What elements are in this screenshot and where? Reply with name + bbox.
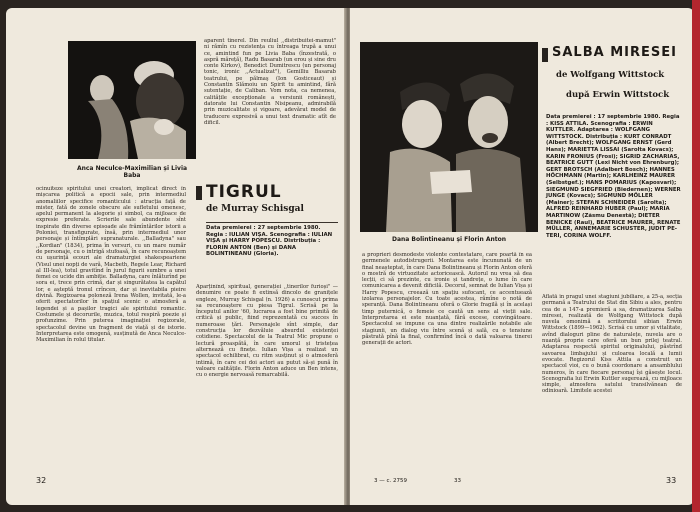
left-bottom-right-text: Aparținînd, spiritual, generației ,,tinerilor furioși" — denumire ce poate fi extinsă dincolo de granițele engleze, Murray Schisgal (n. 1926) a cunoscut prima sa recunoaștere cu piesa Tigrul. Scrisă pe la începutul anilor '60, lucrarea a fost bine primită de critică și public, fiind reprezentată cu succes în numeroase țări. Personajele sînt simple, dar construcția lor dezvăluie absurdul existenței cotidiene. Spectacolul de la Teatrul Mic propune o lectură proaspătă, în care umorul și tristețea alternează cu finețe. Iulian Vișa a realizat un spectacol echilibrat, cu ritm susținut și o atmosferă intimă, în care cei doi actori au putut să-și pună în valoare calitățile. Florin Anton aduce un Ben intens, cu o energie nervoasă remarcabilă. — [196, 284, 338, 379]
left-body-text: ocinuiteze spiritului unei creatori, implicat direct în mișcarea politică a epocii sale, prin intermediul anomaliilor specifice romanticului : atracția față de mister, fată de zonele obscure ale sufletului omenesc, apelul permanent la alegorie și simbol, ca mijloace de expresie preferate. Scrierile sale abundente sînt inspirate din diverse episoade ale frămîntărilor istorii a Poloniei, transfigurate, însă, prin intermediul unor personaje și întîmplări supranaturale. ,,Balladyna" sau ,,Kordian" (1834), prima în versuri, cu un mare număr de personaje, cu o intrigă stufoasă, în care recunoaștem cu ușurință ecouri ale dramaturgiei shakespeariene (Visul unei nopți de vară, Macbeth, Regele Lear, Richard al III-lea), totul gravitînd în jurul figurii sumbre a unei femei ce ucide din ambiție. Balladyna, care înlăturînd pe sora ei, trece prin crimă, dar și singurătatea la capătul lor, e așteptă tronul crîncen, dar și inevitabila pieire divină. Regizoarea poloneză Irena Wollen, invitată, le-a oferit spectatorilor în spațiul scenic o atmosferă a legendei și a pașilor tragici ale spiritului romantic. Costumele și decorurile, muzica, totul respiră poezie și profunzime. Prin puterea imaginației regizorale, spectacolul devine un fragment de viață și de istorie. Interpretarea este omogenă, susținută de Anca Neculce-Maximilian în rolul titular. — [36, 186, 186, 344]
salba-credits: Data premierei : 17 septembrie 1980. Regia : KISS ATTILA. Scenografia : ERWIN KUTTLER. Adaptarea : WOLFGANG WITTSTOCK. Distribuția : KURT CONRADT (Albert Brecht); WOLFGANG ERNST (Gerd Hans); MARIETTA LISSAI (Sarolta Kovacs); KARIN FRONIUS (Frosi); SIGRID ZACHARIAS, BEATRICE GUTT (Lexi Nicht von Ehrenburg); GERT BROTSCH (Adalbert Bosch); HANNES HÖCHMANN (Martin); KARLHEINZ MAURER (Selbstgef.); HANS POMARIUS (Kaposvari); SIEGMUND SIEGFRIED (Biedernen); WERNER JUNGE (Kovacs); SIGMUND MÖLLER (Mainer); STEFAN SCHNEIDER (Sarolta); ALFRED REINHARD HUBER (Paul); MARIA MARTINOW (Zăsmu Denestă); DIETER BENICKE (Raul), BEATRICE MAURER, RENATE MÜLLER, ANNEMARIE SCHUSTER, JUDIT PETERI, CORINA WOLFF. — [546, 114, 681, 239]
title-bar-left — [196, 186, 202, 200]
footer-signature: 3 — c. 2759 — [374, 478, 408, 484]
salba-author-1: de Wolfgang Wittstock — [556, 70, 665, 80]
left-top-right-text: aparent tinerel. Din reuliul ,,distribuitei-mamut" ni rămîn cu rezistența cu întreaga trupă a unui ce, amintind fun pe Livia Baba (înzestrată, o aspră măreță), Radu Basarab (un erou și sine dru conte Kirkov), Benedict Dumitrescu (un personaj tonic, ironic ,,Actualizat"), Gemilliu Basarab teatrului, pe pălmaş (Ion Gosticeaut) și Constantin Slămoiu un Spirit tu amintind, fără sutentație, de Caliban. Vom nota, ca nemenea, calitățile excepționale a versiunii românești, datorate lui Constantin Nisipeanu, admirabilă prin muzicalitate și vigoare, adevărat model de traducere expresivă a unui text dramatic atît de dificil. — [204, 38, 336, 126]
salba-author-2: după Erwin Wittstock — [566, 90, 670, 100]
right-page — [350, 8, 694, 505]
stage-photo-image — [360, 42, 538, 232]
title-bar-right — [542, 48, 548, 62]
right-right-column-text: Aflată în pragul unei stagiuni jubiliare, a 25-a, secția germană a Teatrului de Stat din Sibiu a ales, pentru cea de a 147-a premieră a sa, dramatizarea Salba miresei, realizată de Wolfgang Wittstock după nuvela omonimă a scriitorului sibian Erwin Wittstock (1899—1962). Scrisă cu umor și vitalitate, avînd dialoguri pline de naturalețe, nuvela are o nuanță proprie care oferă un bun prilej teatral. Adaptarea respectă spiritul originalului, păstrînd savoarea limbajului și culoarea locală a lumii evocate. Regizorul Kiss Attila a construit un spectacol vioi, cu o bună coordonare a ansamblului numeros, în care fiecare personaj își găsește locul. Scenografia lui Erwin Kuttler sugerează, cu mijloace simple, atmosfera satului transilvănean de odinioară. Limitele acestei — [542, 294, 682, 395]
left-page — [6, 8, 346, 505]
page-number-left: 32 — [36, 476, 47, 485]
right-photo-caption: Dana Bolintineanu și Florin Anton — [391, 236, 506, 243]
salba-title: SALBA MIRESEI — [552, 45, 677, 60]
left-photo-caption: Anca Neculce-Maximilian și Livia Baba — [76, 165, 188, 179]
photo-dana-florin — [360, 42, 538, 232]
book-spine-edge — [692, 0, 700, 512]
footer-mid: 33 — [454, 478, 461, 484]
tigrul-author: de Murray Schisgal — [206, 204, 304, 214]
tigrul-credits: Data premierei : 27 septembrie 1980. Regia : IULIAN VIȘA. Scenografia : IULIAN VIȘA și HARRY POPESCU. Distribuția : FLORIN ANTON (Ben) și DANA BOLINTINEANU (Gloria). — [206, 222, 338, 281]
stage-photo-image — [68, 41, 196, 159]
page-number-right: 33 — [666, 476, 677, 485]
tigrul-title: TIGRUL — [206, 182, 282, 202]
right-left-column-text: a proprieri desmodeste violente contestatare, care poartă în ea germenele autodistrugerii. Montarea este încununată de un final neașteptat, în care Dana Bolintineanu și Florin Anton oferă o mostră de virtuozitate actoricească. Autorul nu vrea să dea lecții, ci să prezinte, cu ironie și tandrețe, o lume în care comunicarea a devenit dificilă. Decorul, semnat de Iulian Vișa și Harry Popescu, creează un spațiu sufocant, ce accentuează izolarea personajelor. Cu toate acestea, rămîne o notă de speranță. Dana Bolintineanu oferă o Glorie fragilă și în același timp puternică, o femeie ce caută un sens al vieții sale. Interpretarea ei este nuanțată, fără excese, convingătoare. Spectacolul se impune ca una dintre realizările notabile ale stagiunii, un dialog viu între scenă și sală, cu o tensiune păstrată pînă la final, confirmînd încă o dată valoarea tinerei generații de actori. — [362, 252, 532, 347]
photo-anca-livia — [68, 41, 196, 159]
